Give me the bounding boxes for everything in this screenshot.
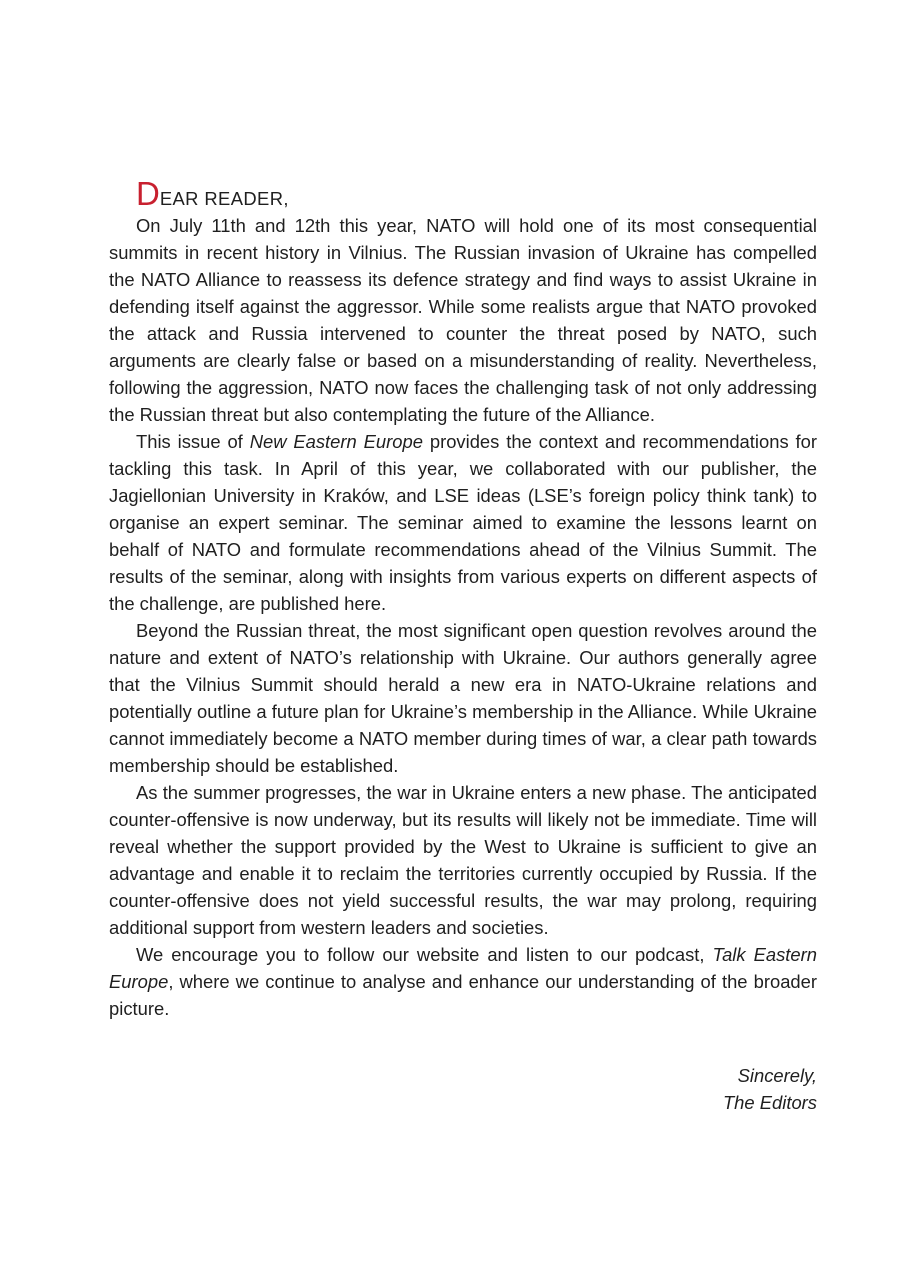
paragraph-text: As the summer progresses, the war in Ukraine enters a new phase. The anticipated counter-offensive is now underway, but its results will likely not be immediate. Time will reveal whether the support provided by the West to Ukraine is sufficient to give an advantage and enable it to reclaim the territories currently occupied by Russia. If the counter-offensive does not yield successful results, the war may prolong, requiring additional support from western leaders and societies. bbox=[109, 782, 817, 938]
paragraph-3 bbox=[109, 617, 817, 779]
magazine-title: New Eastern Europe bbox=[249, 431, 423, 452]
salutation-text: EAR READER, bbox=[159, 188, 289, 209]
signature: The Editors bbox=[722, 1092, 817, 1113]
paragraph-text: On July 11th and 12th this year, NATO will hold one of its most consequential summits in recent history in Vilnius. The Russian invasion of Ukraine has compelled the NATO Alliance to reassess its defence strategy and find ways to assist Ukraine in defending itself against the aggressor. While some realists argue that NATO provoked the attack and Russia intervened to counter the threat posed by NATO, such arguments are clearly false or based on a misunderstanding of reality. Nevertheless, following the aggression, NATO now faces the challenging task of not only addressing the Russian threat but also contemplating the future of the Alliance. bbox=[109, 215, 817, 425]
paragraph-text: provides the context and recommendations for tackling this task. In April of this year, we collaborated with our publisher, the Jagiellonian University in Kraków, and LSE ideas (LSE’s foreign policy think tank) to organise an expert seminar. The seminar aimed to examine the lessons learnt on behalf of NATO and formulate recommendations ahead of the Vilnius Summit. The results of the seminar, along with insights from various experts on different aspects of the challenge, are published here. bbox=[109, 431, 817, 614]
salutation bbox=[109, 176, 817, 212]
salutation-initial: D bbox=[136, 175, 160, 212]
paragraph-text: Beyond the Russian threat, the most significant open question revolves around the nature and extent of NATO’s relationship with Ukraine. Our authors generally agree that the Vilnius Summit should herald a new era in NATO-Ukraine relations and potentially outline a future plan for Ukraine’s membership in the Alliance. While Ukraine cannot immediately become a NATO member during times of war, a clear path towards membership should be established. bbox=[109, 620, 817, 776]
paragraph-1 bbox=[109, 212, 817, 428]
editorial-letter bbox=[109, 176, 817, 1116]
paragraph-text: , where we continue to analyse and enhance our understanding of the broader picture. bbox=[109, 971, 817, 1019]
paragraph-5 bbox=[109, 941, 817, 1022]
paragraph-2 bbox=[109, 428, 817, 617]
closing: Sincerely, bbox=[737, 1065, 817, 1086]
paragraph-text: We encourage you to follow our website and listen to our podcast, bbox=[136, 944, 713, 965]
paragraph-4 bbox=[109, 779, 817, 941]
signoff bbox=[109, 1062, 817, 1116]
paragraph-text: This issue of bbox=[136, 431, 250, 452]
podcast-title: Talk Eastern Europe bbox=[109, 944, 817, 992]
